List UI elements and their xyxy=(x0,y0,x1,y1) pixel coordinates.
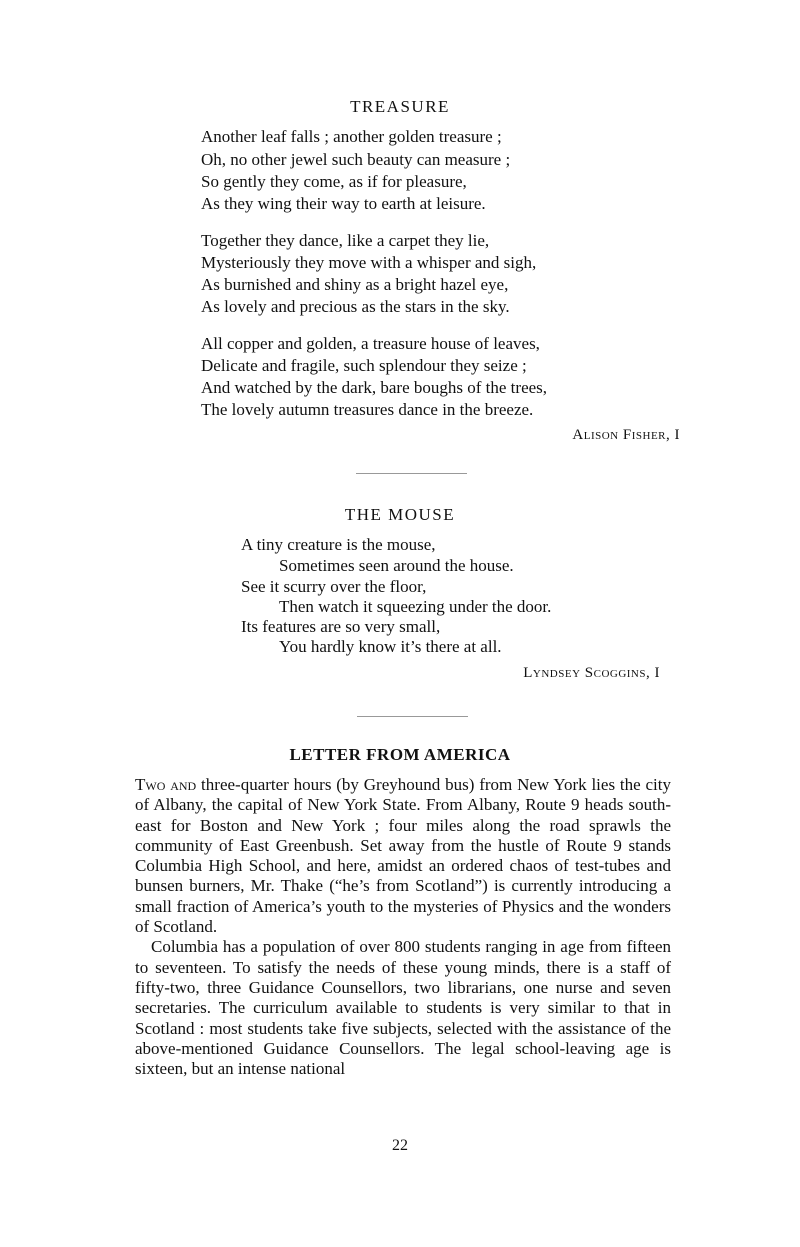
poem-line: Its features are so very small, xyxy=(241,617,441,636)
poem-line: Another leaf falls ; another golden treasure ; xyxy=(201,127,502,146)
article-paragraph: Columbia has a population of over 800 students ranging in age from fifteen to seventeen. To satisfy the needs of these young minds, there is a staff of fifty-two, three Guidance Counsellors, two librarians, one nurse and seven secretaries. The curriculum available to students is very similar to that in Scotland : most students take five subjects, selected with the assistance of the above-mentioned Guidance Counsellors. The legal school-leaving age is sixteen, but an intense national xyxy=(135,937,671,1079)
poem-author: Alison Fisher, I xyxy=(572,427,680,443)
poem-author: Lyndsey Scoggins, I xyxy=(523,665,660,681)
poem-line: The lovely autumn treasures dance in the breeze. xyxy=(201,400,534,419)
section-divider xyxy=(357,716,468,717)
poem-line: As they wing their way to earth at leisure. xyxy=(201,194,486,213)
article-heading: LETTER FROM AMERICA xyxy=(289,745,511,764)
poem-line: As burnished and shiny as a bright hazel eye, xyxy=(201,275,509,294)
paragraph-text: three-quarter hours (by Greyhound bus) from New York lies the city of Albany, the capital of New York State. From Albany, Route 9 heads south-east for Boston and New York ; four miles along the road sprawls the community of East Greenbush. Set away from the hustle of Route 9 stands Columbia High School, and here, amidst an ordered chaos of test-tubes and bunsen burners, Mr. Thake (“he’s from Scotland”) is currently introducing a small fraction of America’s youth to the mysteries of Physics and the wonders of Scotland. xyxy=(135,775,672,937)
poem-title-treasure: TREASURE xyxy=(350,97,450,116)
poem-line: A tiny creature is the mouse, xyxy=(241,535,436,554)
poem-title-mouse: THE MOUSE xyxy=(344,505,456,524)
section-divider xyxy=(356,473,467,474)
poem-line: You hardly know it’s there at all. xyxy=(279,637,502,656)
page-number: 22 xyxy=(392,1137,408,1154)
poem-line: So gently they come, as if for pleasure, xyxy=(201,172,467,191)
poem-line: See it scurry over the floor, xyxy=(241,577,427,596)
poem-line: Sometimes seen around the house. xyxy=(279,556,514,575)
poem-line: Delicate and fragile, such splendour they seize ; xyxy=(201,356,527,375)
poem-line: Then watch it squeezing under the door. xyxy=(279,597,552,616)
poem-line: All copper and golden, a treasure house of leaves, xyxy=(201,334,540,353)
poem-line: Mysteriously they move with a whisper and sigh, xyxy=(201,253,537,272)
poem-line: And watched by the dark, bare boughs of the trees, xyxy=(201,378,548,397)
article-body xyxy=(135,775,671,1079)
poem-line: Oh, no other jewel such beauty can measure ; xyxy=(201,150,511,169)
article-paragraph xyxy=(135,775,671,937)
poem-line: Together they dance, like a carpet they lie, xyxy=(201,231,490,250)
lead-in: Two and xyxy=(135,775,197,794)
poem-line: As lovely and precious as the stars in the sky. xyxy=(201,297,510,316)
